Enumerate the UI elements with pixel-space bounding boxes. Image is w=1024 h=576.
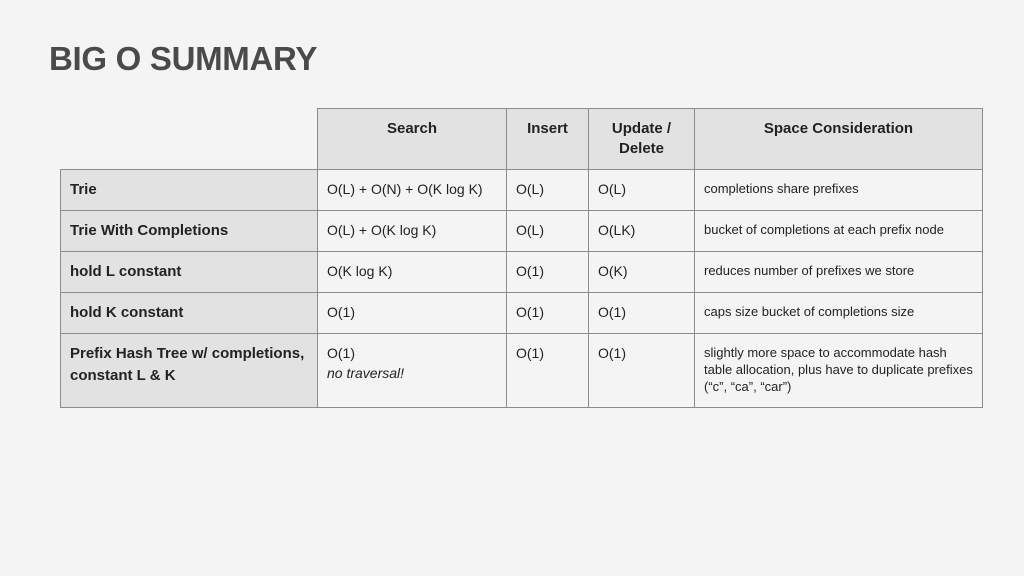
- row-header: hold K constant: [61, 293, 318, 334]
- update-delete-cell: O(1): [589, 334, 695, 408]
- row-header: Trie With Completions: [61, 211, 318, 252]
- space-consideration-cell: caps size bucket of completions size: [695, 293, 983, 334]
- space-consideration-cell: bucket of completions at each prefix node: [695, 211, 983, 252]
- column-header-search: Search: [318, 109, 507, 170]
- insert-cell: O(L): [507, 170, 589, 211]
- space-consideration-cell: completions share prefixes: [695, 170, 983, 211]
- insert-cell: O(1): [507, 252, 589, 293]
- table-header-row: [61, 109, 983, 170]
- insert-cell: O(L): [507, 211, 589, 252]
- column-header-space-consideration: Space Consideration: [695, 109, 983, 170]
- column-header-update-delete: Update / Delete: [589, 109, 695, 170]
- table-row: [61, 252, 983, 293]
- table-corner-cell: [61, 109, 318, 170]
- table-row: [61, 211, 983, 252]
- search-cell: [318, 334, 507, 408]
- table-row: [61, 170, 983, 211]
- update-delete-cell: O(1): [589, 293, 695, 334]
- table-row: [61, 334, 983, 408]
- row-header: hold L constant: [61, 252, 318, 293]
- search-cell: O(L) + O(N) + O(K log K): [318, 170, 507, 211]
- update-delete-cell: O(K): [589, 252, 695, 293]
- space-consideration-cell: slightly more space to accommodate hash table allocation, plus have to duplicate prefixes (“c”, “ca”, “car”): [695, 334, 983, 408]
- update-delete-cell: O(LK): [589, 211, 695, 252]
- search-value: O(1): [327, 345, 355, 361]
- insert-cell: O(1): [507, 293, 589, 334]
- column-header-insert: Insert: [507, 109, 589, 170]
- row-header: Prefix Hash Tree w/ completions, constant L & K: [61, 334, 318, 408]
- update-delete-cell: O(L): [589, 170, 695, 211]
- search-note: no traversal!: [327, 365, 405, 381]
- search-cell: O(K log K): [318, 252, 507, 293]
- big-o-summary-table: [60, 108, 983, 408]
- insert-cell: O(1): [507, 334, 589, 408]
- search-cell: O(1): [318, 293, 507, 334]
- space-consideration-cell: reduces number of prefixes we store: [695, 252, 983, 293]
- table-row: [61, 293, 983, 334]
- slide-title: BIG O SUMMARY: [49, 40, 318, 77]
- search-cell: O(L) + O(K log K): [318, 211, 507, 252]
- row-header: Trie: [61, 170, 318, 211]
